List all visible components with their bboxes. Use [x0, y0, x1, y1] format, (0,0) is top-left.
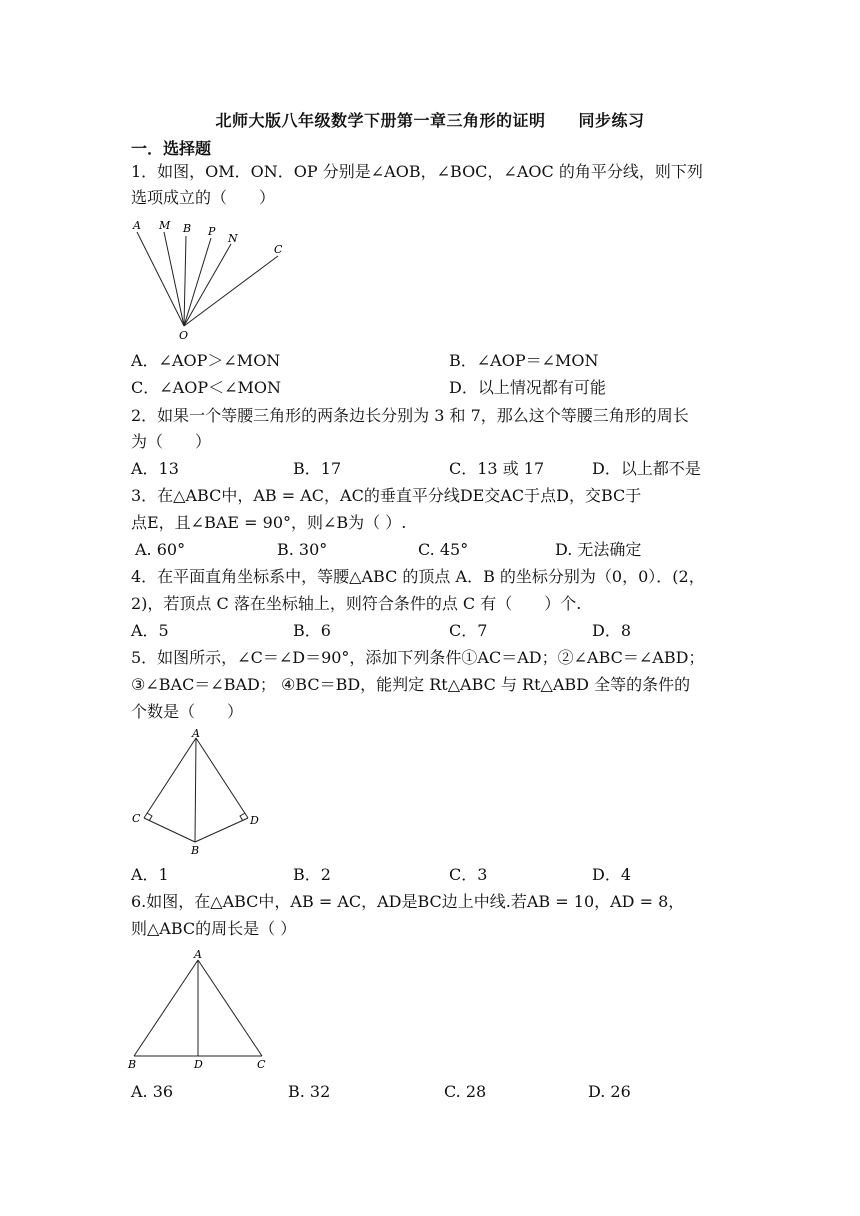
ray-om [164, 232, 184, 326]
q4-option-b[interactable]: B．6 [293, 621, 331, 640]
q2-option-c[interactable]: C．13 或 17 [449, 459, 545, 478]
q5-label-a: A [192, 728, 200, 740]
q5-label-d: D [250, 814, 259, 827]
q1-option-b[interactable]: B．∠AOP＝∠MON [449, 351, 599, 370]
q5-option-c[interactable]: C．3 [449, 865, 488, 884]
q1-option-c[interactable]: C．∠AOP＜∠MON [131, 378, 281, 397]
q1-stem-line2: 选项成立的（ ） [131, 188, 276, 207]
q5-stem-line1: 5．如图所示，∠C＝∠D＝90°，添加下列条件①AC＝AD；②∠ABC＝∠ABD； [131, 648, 705, 667]
q5-stem-line2: ③∠BAC＝∠BAD； ④BC＝BD，能判定 Rt△ABC 与 Rt△ABD 全等的条件的 [131, 675, 691, 694]
q3-option-d[interactable]: D. 无法确定 [555, 540, 642, 559]
q6-option-d[interactable]: D. 26 [588, 1082, 631, 1101]
q1-angle-figure [128, 216, 298, 344]
q2-stem-line1: 2．如果一个等腰三角形的两条边长分别为 3 和 7，那么这个等腰三角形的周长 [131, 406, 689, 425]
q2-option-b[interactable]: B．17 [293, 459, 342, 478]
q6-label-c: C [257, 1058, 266, 1071]
ray-ob [184, 236, 186, 326]
seg-db [195, 818, 248, 842]
seg-ac [144, 738, 196, 818]
page-title: 北师大版八年级数学下册第一章三角形的证明 同步练习 [215, 111, 645, 130]
q1-option-d[interactable]: D．以上情况都有可能 [449, 378, 606, 397]
q2-option-a[interactable]: A．13 [131, 459, 179, 478]
q2-option-d[interactable]: D．以上都不是 [592, 459, 701, 478]
q5-option-d[interactable]: D．4 [592, 865, 632, 884]
seg-ad [196, 738, 248, 818]
q6-label-d: D [194, 1058, 203, 1071]
q1-stem-line1: 1．如图，OM．ON．OP 分别是∠AOB，∠BOC，∠AOC 的角平分线，则下列 [131, 162, 703, 181]
q6-stem-line2: 则△ABC的周长是（ ） [131, 919, 297, 938]
seg-ac [198, 960, 262, 1056]
q3-stem-line1: 3．在△ABC中，AB = AC，AC的垂直平分线DE交AC于点D，交BC于 [131, 486, 642, 505]
ray-on [184, 244, 231, 326]
ray-oc [184, 256, 278, 326]
q5-option-b[interactable]: B．2 [293, 865, 331, 884]
q1-label-c: C [274, 243, 283, 256]
q1-option-a[interactable]: A．∠AOP＞∠MON [131, 351, 281, 370]
q4-stem-line2: 2)，若顶点 C 落在坐标轴上，则符合条件的点 C 有（ ）个. [131, 594, 582, 613]
q6-triangle-figure [124, 946, 284, 1074]
q5-label-c: C [132, 812, 141, 825]
q6-option-a[interactable]: A. 36 [131, 1082, 174, 1101]
q1-label-b: B [183, 222, 192, 235]
q5-stem-line3: 个数是（ ） [131, 702, 244, 721]
q3-option-a[interactable]: A. 60° [135, 540, 186, 559]
q6-stem-line1: 6.如图，在△ABC中，AB = AC，AD是BC边上中线.若AB = 10，AD = 8， [131, 892, 685, 911]
q6-label-a: A [194, 948, 202, 961]
q4-option-a[interactable]: A．5 [131, 621, 169, 640]
q3-stem-line2: 点E，且∠BAE = 90°，则∠B为（ ）. [131, 513, 407, 532]
section-heading: 一．选择题 [131, 139, 212, 158]
q6-option-c[interactable]: C. 28 [444, 1082, 487, 1101]
q5-triangle-figure [128, 728, 268, 858]
q4-stem-line1: 4．在平面直角坐标系中，等腰△ABC 的顶点 A．B 的坐标分别为（0，0）．(2， [131, 567, 705, 586]
seg-ab [134, 960, 198, 1056]
ray-oa [137, 232, 184, 326]
q6-option-b[interactable]: B. 32 [288, 1082, 331, 1101]
q5-label-b: B [191, 844, 200, 857]
q3-option-c[interactable]: C. 45° [418, 540, 469, 559]
q6-label-b: B [128, 1058, 137, 1071]
q1-label-n: N [228, 232, 238, 245]
q1-label-m: M [159, 219, 171, 232]
seg-ab [195, 738, 196, 842]
q2-stem-line2: 为（ ） [131, 432, 212, 451]
q3-option-b[interactable]: B. 30° [277, 540, 328, 559]
q4-option-d[interactable]: D．8 [592, 621, 632, 640]
q4-option-c[interactable]: C．7 [449, 621, 488, 640]
q1-label-a: A [133, 219, 141, 232]
q1-label-o: O [179, 329, 189, 342]
q1-label-p: P [208, 225, 216, 238]
seg-cb [144, 818, 195, 842]
ray-op [184, 238, 211, 326]
q5-option-a[interactable]: A．1 [131, 865, 169, 884]
